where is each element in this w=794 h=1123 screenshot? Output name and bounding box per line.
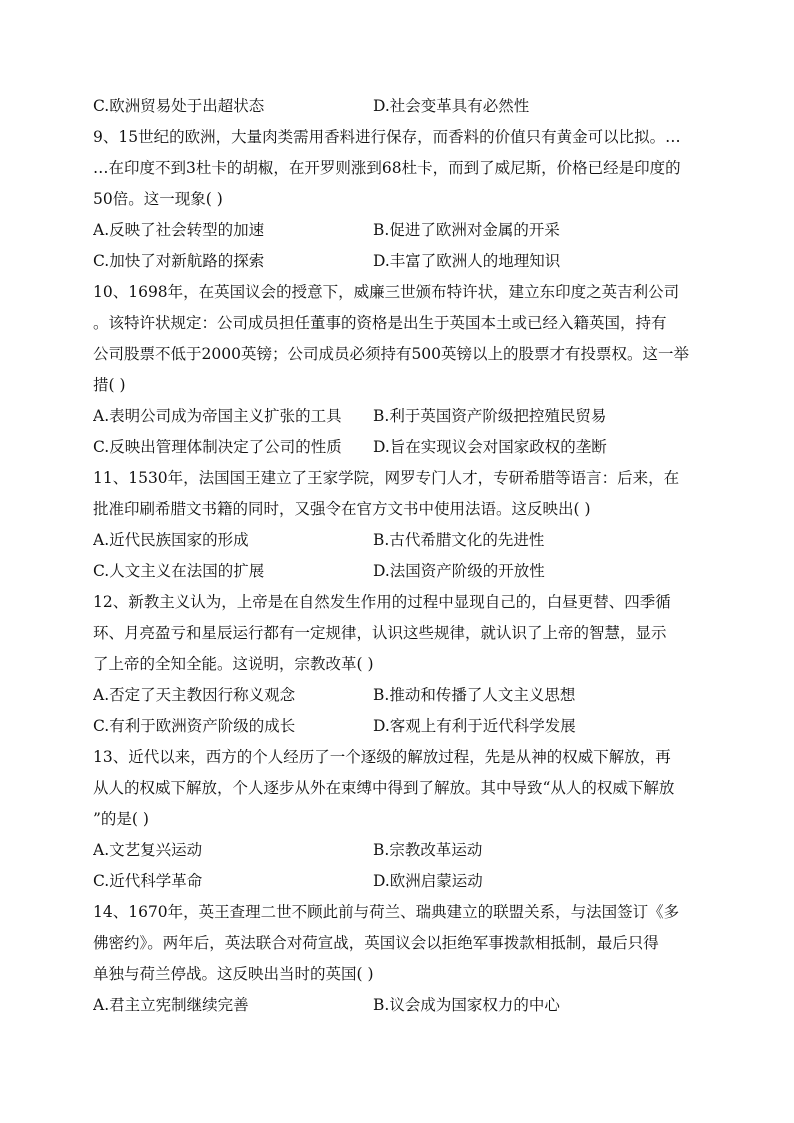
question-stem-line: 环、月亮盈亏和星辰运行都有一定规律，认识这些规律，就认识了上帝的智慧，显示 xyxy=(93,624,667,642)
question-stem-line: 50倍。这一现象( ) xyxy=(93,190,223,208)
question-stem-line: 从人的权威下解放，个人逐步从外在束缚中得到了解放。其中导致“从人的权威下解放 xyxy=(93,779,675,797)
option-row xyxy=(93,401,705,432)
question-stem-line: 公司股票不低于2000英镑；公司成员必须持有500英镑以上的股票才有投票权。这一举 xyxy=(93,345,690,363)
answer-option: B.促进了欧洲对金属的开采 xyxy=(373,221,560,239)
answer-option: B.古代希腊文化的先进性 xyxy=(373,531,545,549)
answer-option: C.人文主义在法国的扩展 xyxy=(93,562,265,580)
question-stem-line: 批准印刷希腊文书籍的同时，又强令在官方文书中使用法语。这反映出( ) xyxy=(93,500,591,518)
question-list xyxy=(93,91,705,1021)
answer-option: D.法国资产阶级的开放性 xyxy=(373,562,545,580)
question-stem-line: 佛密约》。两年后，英法联合对荷宣战，英国议会以拒绝军事拨款相抵制，最后只得 xyxy=(93,934,659,952)
question-stem-line: 单独与荷兰停战。这反映出当时的英国( ) xyxy=(93,965,374,983)
answer-option: C.加快了对新航路的探索 xyxy=(93,252,265,270)
question-block xyxy=(93,122,705,277)
option-row xyxy=(93,432,705,463)
question-stem-line: 11、1530年，法国国王建立了王家学院，网罗专门人才，专研希腊等语言：后来，在 xyxy=(93,469,680,487)
question-stem-line: 10、1698年，在英国议会的授意下，威廉三世颁布特许状，建立东印度之英吉利公司 xyxy=(93,283,680,301)
answer-option: A.反映了社会转型的加速 xyxy=(93,221,265,239)
question-stem-line: 14、1670年，英王查理二世不顾此前与荷兰、瑞典建立的联盟关系，与法国签订《多 xyxy=(93,903,680,921)
option-row xyxy=(93,246,705,277)
answer-option: C.近代科学革命 xyxy=(93,872,203,890)
answer-option: A.否定了天主教因行称义观念 xyxy=(93,686,296,704)
option-row xyxy=(93,525,705,556)
answer-option: D.欧洲启蒙运动 xyxy=(373,872,483,890)
question-block xyxy=(93,277,705,463)
question-block xyxy=(93,463,705,587)
question-stem-line: 9、15世纪的欧洲，大量肉类需用香料进行保存，而香料的价值只有黄金可以比拟。… xyxy=(93,128,681,146)
answer-option: B.宗教改革运动 xyxy=(373,841,483,859)
answer-option: D.旨在实现议会对国家政权的垄断 xyxy=(373,438,607,456)
question-block xyxy=(93,897,705,1021)
question-block xyxy=(93,742,705,897)
option-row xyxy=(93,711,705,742)
option-row xyxy=(93,215,705,246)
question-block xyxy=(93,587,705,742)
answer-option: C.欧洲贸易处于出超状态 xyxy=(93,97,265,115)
question-stem-line: 13、近代以来，西方的个人经历了一个逐级的解放过程，先是从神的权威下解放，再 xyxy=(93,748,671,766)
answer-option: D.社会变革具有必然性 xyxy=(373,97,530,115)
option-row xyxy=(93,680,705,711)
question-stem-line: 了上帝的全知全能。这说明，宗教改革( ) xyxy=(93,655,374,673)
option-row xyxy=(93,556,705,587)
answer-option: B.利于英国资产阶级把控殖民贸易 xyxy=(373,407,607,425)
question-stem-line: …在印度不到3杜卡的胡椒，在开罗则涨到68杜卡，而到了威尼斯，价格已经是印度的 xyxy=(93,159,681,177)
answer-option: A.近代民族国家的形成 xyxy=(93,531,249,549)
question-block xyxy=(93,91,705,122)
answer-option: D.丰富了欧洲人的地理知识 xyxy=(373,252,561,270)
question-stem-line: 。该特许状规定：公司成员担任董事的资格是出生于英国本土或已经入籍英国，持有 xyxy=(93,314,667,332)
question-stem-line: 措( ) xyxy=(93,376,126,394)
answer-option: A.表明公司成为帝国主义扩张的工具 xyxy=(93,407,342,425)
option-row xyxy=(93,866,705,897)
answer-option: A.君主立宪制继续完善 xyxy=(93,996,249,1014)
question-stem-line: 12、新教主义认为，上帝是在自然发生作用的过程中显现自己的，白昼更替、四季循 xyxy=(93,593,671,611)
option-row xyxy=(93,835,705,866)
answer-option: B.推动和传播了人文主义思想 xyxy=(373,686,576,704)
question-stem-line: ”的是( ) xyxy=(93,810,149,828)
answer-option: D.客观上有利于近代科学发展 xyxy=(373,717,576,735)
answer-option: C.有利于欧洲资产阶级的成长 xyxy=(93,717,296,735)
option-row xyxy=(93,91,705,122)
answer-option: A.文艺复兴运动 xyxy=(93,841,203,859)
answer-option: C.反映出管理体制决定了公司的性质 xyxy=(93,438,342,456)
answer-option: B.议会成为国家权力的中心 xyxy=(373,996,560,1014)
option-row xyxy=(93,990,705,1021)
